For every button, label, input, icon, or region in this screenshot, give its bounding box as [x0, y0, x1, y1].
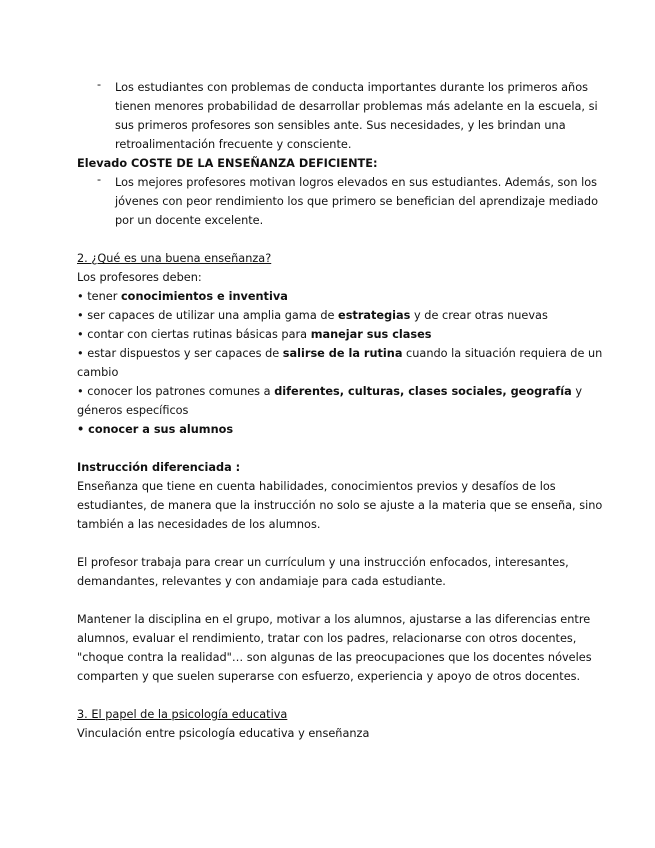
- heading-instruccion-diferenciada: Instrucción diferenciada :: [77, 461, 241, 474]
- heading-cost: Elevado COSTE DE LA ENSEÑANZA DEFICIENTE:: [77, 157, 378, 170]
- text-line: El profesor trabaja para crear un currículum y una instrucción enfocados, interesantes,: [77, 556, 569, 569]
- bullet-patrones-cont: géneros específicos: [77, 404, 189, 417]
- bullet-salirse-rutina-cont: cambio: [77, 366, 119, 379]
- text-line: alumnos, evaluar el rendimiento, tratar con los padres, relacionarse con otros docentes,: [77, 632, 577, 645]
- bullet-rutinas: • contar con ciertas rutinas básicas para manejar sus clases: [77, 328, 432, 341]
- text-line: demandantes, relevantes y con andamiaje para cada estudiante.: [77, 575, 446, 588]
- dash-list-item-mejores-profesores: [77, 173, 598, 230]
- section-2-title: 2. ¿Qué es una buena enseñanza?: [77, 252, 272, 265]
- text-line: también a las necesidades de los alumnos.: [77, 518, 321, 531]
- bullet-salirse-rutina: • estar dispuestos y ser capaces de salirse de la rutina cuando la situación requiera de un: [77, 347, 603, 360]
- text-line: sus primeros profesores son sensibles ante. Sus necesidades, y les brindan una: [115, 119, 566, 132]
- section-3-subtitle: Vinculación entre psicología educativa y enseñanza: [77, 727, 370, 740]
- text-line: comparten y que suelen superarse con esfuerzo, experiencia y apoyo de otros docentes.: [77, 670, 581, 683]
- text-line: "choque contra la realidad"… son algunas de las preocupaciones que los docentes nóveles: [77, 651, 592, 664]
- dash-bullet: -: [97, 78, 102, 91]
- bullet-estrategias: • ser capaces de utilizar una amplia gama de estrategias y de crear otras nuevas: [77, 309, 548, 322]
- section-2-intro: Los profesores deben:: [77, 271, 202, 284]
- text-line: Enseñanza que tiene en cuenta habilidades, conocimientos previos y desafíos de los: [77, 480, 556, 493]
- bullet-conocer-alumnos: • conocer a sus alumnos: [77, 423, 234, 436]
- text-line: estudiantes, de manera que la instrucción no solo se ajuste a la materia que se enseña, sino: [77, 499, 603, 512]
- text-line: Los estudiantes con problemas de conducta importantes durante los primeros años: [115, 81, 589, 94]
- text-line: Los mejores profesores motivan logros elevados en sus estudiantes. Además, son los: [115, 176, 598, 189]
- bullet-conocimientos: • tener conocimientos e inventiva: [77, 290, 288, 303]
- bullet-patrones: • conocer los patrones comunes a diferentes, culturas, clases sociales, geografía y: [77, 385, 583, 398]
- text-line: retroalimentación frecuente y consciente.: [115, 138, 352, 151]
- text-line: tienen menores probabilidad de desarrollar problemas más adelante en la escuela, si: [115, 100, 598, 113]
- text-line: jóvenes con peor rendimiento los que primero se benefician del aprendizaje mediado: [115, 195, 598, 208]
- dash-bullet: -: [97, 173, 102, 186]
- section-3-title: 3. El papel de la psicología educativa: [77, 708, 288, 721]
- document-page: [77, 78, 603, 743]
- dash-list-item-conducta: [77, 78, 598, 154]
- text-line: Mantener la disciplina en el grupo, motivar a los alumnos, ajustarse a las diferencias entre: [77, 613, 591, 626]
- text-line: por un docente excelente.: [115, 214, 264, 227]
